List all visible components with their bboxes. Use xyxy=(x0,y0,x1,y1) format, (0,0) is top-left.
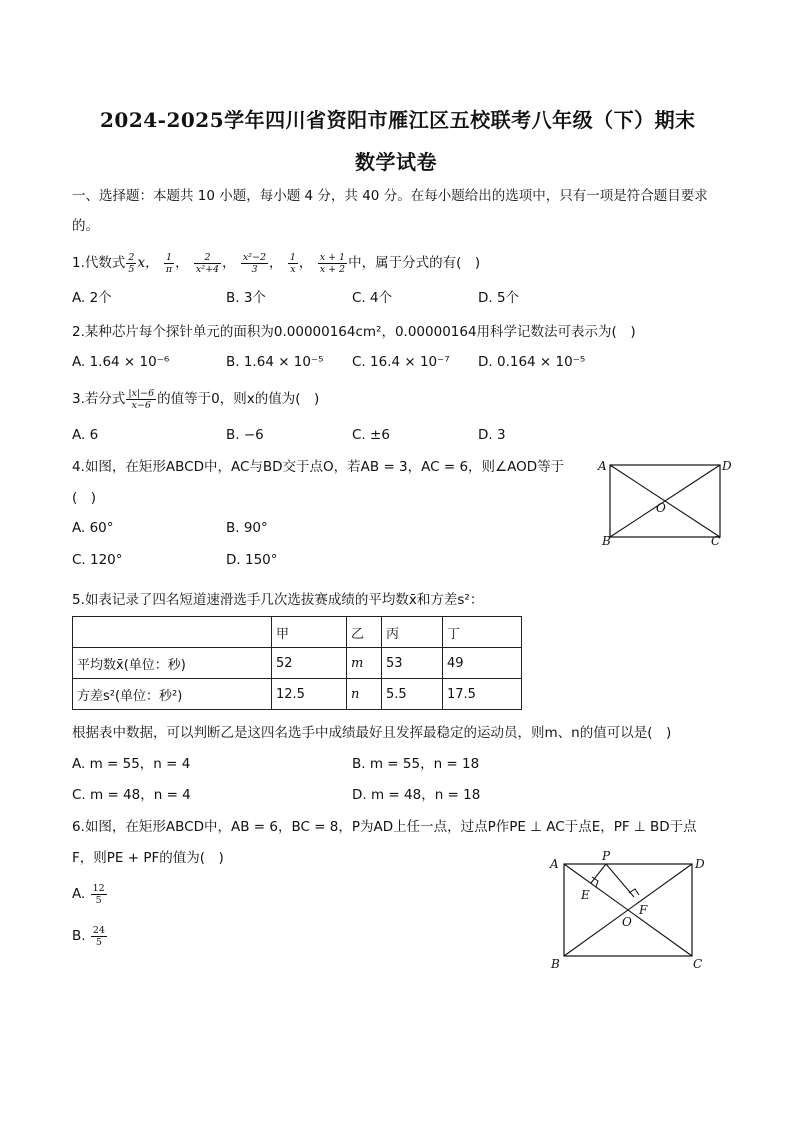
q6-label-o: O xyxy=(622,915,632,929)
q3-suffix: 的值等于0，则x的值为( ) xyxy=(157,391,320,407)
q1-fraction-6: $\frac{x + 1}{x + 2}$ xyxy=(319,251,346,275)
question-6-stem-cont: F，则PE + PF的值为( ) xyxy=(72,850,224,866)
q1-suffix: 中，属于分式的有( ) xyxy=(348,255,481,271)
table-header-row xyxy=(73,617,522,648)
table-cell: 52 xyxy=(272,648,347,679)
q1-option-b: B. 3个 xyxy=(226,290,266,306)
question-5-stem: 5.如表记录了四名短道速滑选手几次选拔赛成绩的平均数x̄和方差s²： xyxy=(72,592,484,608)
q4-label-b: B xyxy=(602,534,611,547)
q1-fraction-1: $\frac{2}{5}$ xyxy=(128,251,135,275)
q3-option-c: C. ±6 xyxy=(352,427,390,443)
q6-label-f: F xyxy=(639,903,648,917)
q5-option-a: A. m = 55，n = 4 xyxy=(72,756,191,772)
q6-label-p: P xyxy=(602,849,611,863)
page-subtitle: 数学试卷 xyxy=(355,150,437,174)
q4-label-d: D xyxy=(722,459,732,473)
q3-option-d: D. 3 xyxy=(478,427,506,443)
q3-option-b: B. −6 xyxy=(226,427,264,443)
q6-right-angle-f xyxy=(629,889,639,895)
q3-fraction: $\frac{|x|-6}{x-6}$ xyxy=(128,387,155,411)
q5-score-table xyxy=(72,616,522,710)
question-2-stem: 2.某种芯片每个探针单元的面积为0.00000164cm²，0.00000164用科学记数法可表示为( ) xyxy=(72,324,636,340)
section-heading-cont: 的。 xyxy=(72,218,99,234)
q6-option-b: B. $\frac{24}{5}$ xyxy=(72,924,105,948)
q1-prefix: 1.代数式 xyxy=(72,255,126,271)
table-row xyxy=(73,648,522,679)
q6-option-b-fraction: $\frac{24}{5}$ xyxy=(92,924,105,948)
q6-label-d: D xyxy=(695,857,705,871)
q1-fraction-2: $\frac{1}{\pi}$ xyxy=(165,251,173,275)
table-cell: 平均数x̄(单位：秒) xyxy=(73,648,272,679)
q5-option-c: C. m = 48，n = 4 xyxy=(72,787,191,803)
question-3-stem xyxy=(72,386,319,412)
q6-right-angle-e xyxy=(592,877,598,887)
q4-option-a: A. 60° xyxy=(72,520,114,536)
q6-label-c: C xyxy=(693,957,703,971)
table-cell: 丁 xyxy=(443,617,522,648)
q5-after-text: 根据表中数据，可以判断乙是这四名选手中成绩最好且发挥最稳定的运动员，则m、n的值可以是( ) xyxy=(72,725,672,741)
q4-option-b: B. 90° xyxy=(226,520,268,536)
q6-label-a: A xyxy=(550,857,559,871)
table-cell: 17.5 xyxy=(443,679,522,710)
q4-label-o: O xyxy=(656,501,666,515)
table-cell: 乙 xyxy=(347,617,382,648)
page-title: 2024-2025学年四川省资阳市雁江区五校联考八年级（下）期末 xyxy=(100,108,696,132)
q1-fraction-4: $\frac{\text{x²−2}}{3}$ xyxy=(242,251,267,275)
table-row xyxy=(73,679,522,710)
q5-option-b: B. m = 55，n = 18 xyxy=(352,756,480,772)
q4-label-a: A xyxy=(598,459,607,473)
section-heading: 一、选择题：本题共 10 小题，每小题 4 分，共 40 分。在每小题给出的选项中，只有一项是符合题目要求 xyxy=(72,188,708,204)
q4-option-d: D. 150° xyxy=(226,552,278,568)
q3-prefix: 3.若分式 xyxy=(72,391,126,407)
q6-label-b: B xyxy=(551,957,560,971)
table-cell xyxy=(73,617,272,648)
question-6-stem: 6.如图，在矩形ABCD中，AB = 6，BC = 8，P为AD上任一点，过点P作PE ⊥ AC于点E，PF ⊥ BD于点 xyxy=(72,819,697,835)
question-1-stem: 1.代数式 $\frac{2}{5}$ x， $\frac{1}{\pi}$ ， $\frac{2}{\text{x²+4}}$ ， $\frac{\text{x²−2}}{3}$ ， $\frac{1}{x}$ ， $\frac{x + 1}{x + 2}$ 中，属于分式的有( ) xyxy=(72,251,481,275)
question-4-stem: 4.如图，在矩形ABCD中，AC与BD交于点O，若AB = 3，AC = 6，则∠AOD等于 xyxy=(72,459,565,475)
table-cell: m xyxy=(347,648,382,679)
table-cell: 方差s²(单位：秒²) xyxy=(73,679,272,710)
table-cell: 丙 xyxy=(382,617,443,648)
q1-fraction-3: $\frac{2}{\text{x²+4}}$ xyxy=(195,251,220,275)
table-cell: 甲 xyxy=(272,617,347,648)
q4-label-c: C xyxy=(711,534,721,547)
q1-option-d: D. 5个 xyxy=(478,290,520,306)
question-4-stem-cont: ( ) xyxy=(72,490,97,506)
table-cell: 53 xyxy=(382,648,443,679)
q1-fraction-5: $\frac{1}{x}$ xyxy=(289,251,296,275)
q1-option-a: A. 2个 xyxy=(72,290,112,306)
table-cell: n xyxy=(347,679,382,710)
q1-option-c: C. 4个 xyxy=(352,290,393,306)
q4-rectangle-figure xyxy=(592,455,742,547)
q5-option-d: D. m = 48，n = 18 xyxy=(352,787,481,803)
table-cell: 5.5 xyxy=(382,679,443,710)
q4-option-c: C. 120° xyxy=(72,552,123,568)
q2-option-b: B. 1.64 × 10⁻⁵ xyxy=(226,354,324,370)
table-cell: 12.5 xyxy=(272,679,347,710)
q2-option-d: D. 0.164 × 10⁻⁵ xyxy=(478,354,586,370)
q2-option-c: C. 16.4 × 10⁻⁷ xyxy=(352,354,450,370)
q6-label-e: E xyxy=(581,888,590,902)
q6-rectangle-figure xyxy=(540,846,720,976)
table-cell: 49 xyxy=(443,648,522,679)
q2-option-a: A. 1.64 × 10⁻⁶ xyxy=(72,354,170,370)
q6-option-a-fraction: $\frac{12}{5}$ xyxy=(92,882,105,906)
q6-segment-pe xyxy=(591,864,606,883)
q3-option-a: A. 6 xyxy=(72,427,99,443)
q6-option-a: A. $\frac{12}{5}$ xyxy=(72,882,105,906)
